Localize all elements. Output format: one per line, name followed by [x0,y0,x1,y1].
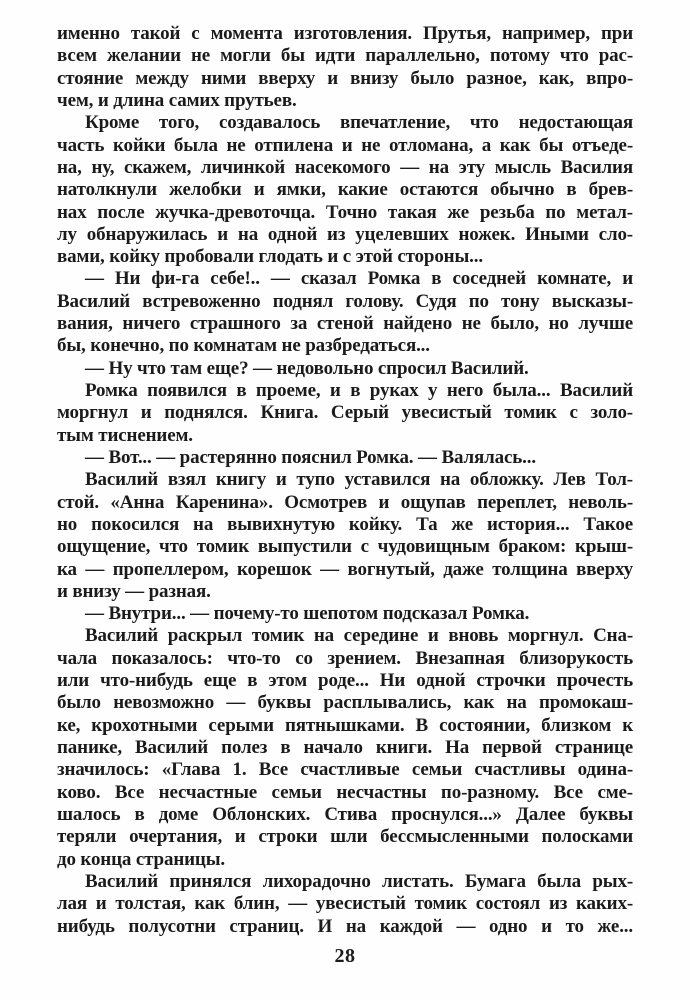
text-line: панике, Василий полез в начало книги. На первой странице [57,737,633,758]
text-line: всем желании не могли бы идти параллельно, потому что рас- [57,45,633,67]
text-line: бы, конечно, по комнатам не разбредаться... [57,335,430,357]
text-line: или что-нибудь еще в этом роде... Ни одной строчки прочесть [57,670,633,692]
text-line: вами, койку пробовали глодать и с этой стороны... [57,246,483,268]
paragraph [57,268,633,357]
text-line: до конца страницы. [57,848,225,870]
text-line: — Ни фи-га себе!.. — сказал Ромка в соседней комнате, и [85,268,633,290]
text-line: ке, крохотными серыми пятнышками. В состоянии, близком к [57,714,633,736]
text-line: лу обнаружилась и на одной из уцелевших ножек. Иными сло- [57,223,633,245]
text-line: на, ну, скажем, личинкой насекомого — на эту мысль Василия [57,156,633,178]
text-line: ка — пропеллером, корешок — вогнутый, даже толщина вверху [57,558,633,580]
paragraph [57,625,633,870]
paragraph [57,603,633,625]
text-line: но покосился на вывихнутую койку. Та же история... Такое [57,513,633,535]
text-line: ощущение, что томик выпустили с чудовищным браком: крыш- [57,536,633,558]
text-block [57,23,633,938]
paragraph [57,23,633,112]
text-line: моргнул и поднялся. Книга. Серый увесистый томик с золо- [57,402,633,424]
text-line: тым тиснением. [57,424,193,446]
text-line: Василий раскрыл томик на середине и вновь моргнул. Сна- [85,625,633,647]
text-line: ково. Все несчастные семьи несчастны по-разному. Все сме- [57,781,633,803]
text-line: стой. «Анна Каренина». Осмотрев и ощупав переплет, неволь- [57,491,633,513]
text-line: лая и толстая, как блин, — увесистый томик состоял из каких- [57,893,633,915]
paragraph [57,358,633,380]
text-line: было невозможно — буквы расплывались, как на промокаш- [57,692,633,714]
text-line: — Ну что там еще? — недовольно спросил Василий. [85,357,529,379]
paragraph [57,380,633,447]
text-line: именно такой с момента изготовления. Прутья, например, при [57,23,633,44]
text-line: натолкнули желобки и ямки, какие остаются обычно в брев- [57,179,633,201]
text-line: Василий взял книгу и тупо уставился на обложку. Лев Тол- [85,469,633,491]
text-line: Ромка появился в проеме, и в руках у него была... Василий [85,380,633,401]
text-line: — Вот... — растерянно пояснил Ромка. — Валялась... [85,446,536,468]
text-line: Василий принялся лихорадочно листать. Бумага была рых- [85,870,633,892]
text-line: стояние между ними вверху и внизу было разное, как, впро- [57,67,633,89]
paragraph [57,469,633,603]
text-line: часть койки была не отпилена и не отломана, а как бы отъеде- [57,134,633,156]
text-line: Василий встревоженно поднял голову. Судя по тону высказы- [57,290,633,312]
text-line: шалось в доме Облонских. Стива проснулся...» Далее буквы [57,803,633,825]
paragraph [57,871,633,938]
paragraph [57,112,633,268]
text-line: чем, и длина самих прутьев. [57,89,297,111]
text-line: Кроме того, создавалось впечатление, что недостающая [85,112,633,134]
page-number: 28 [334,945,356,967]
text-line: нибудь полусотни страниц. И на каждой — одно и то же... [57,915,633,937]
text-line: значилось: «Глава 1. Все счастливые семьи счастливы одина- [57,759,633,781]
text-line: — Внутри... — почему-то шепотом подсказал Ромка. [85,603,530,625]
text-line: чала показалось: что-то со зрением. Внезапная близорукость [57,647,633,669]
text-line: теряли очертания, и строки шли бессмысленными полосками [57,826,633,848]
paragraph [57,447,633,469]
text-line: нах после жучка-древоточца. Точно такая же резьба по метал- [57,201,633,223]
text-line: вания, ничего страшного за стеной найдено не было, но лучше [57,313,633,335]
text-line: и внизу — разная. [57,580,211,602]
